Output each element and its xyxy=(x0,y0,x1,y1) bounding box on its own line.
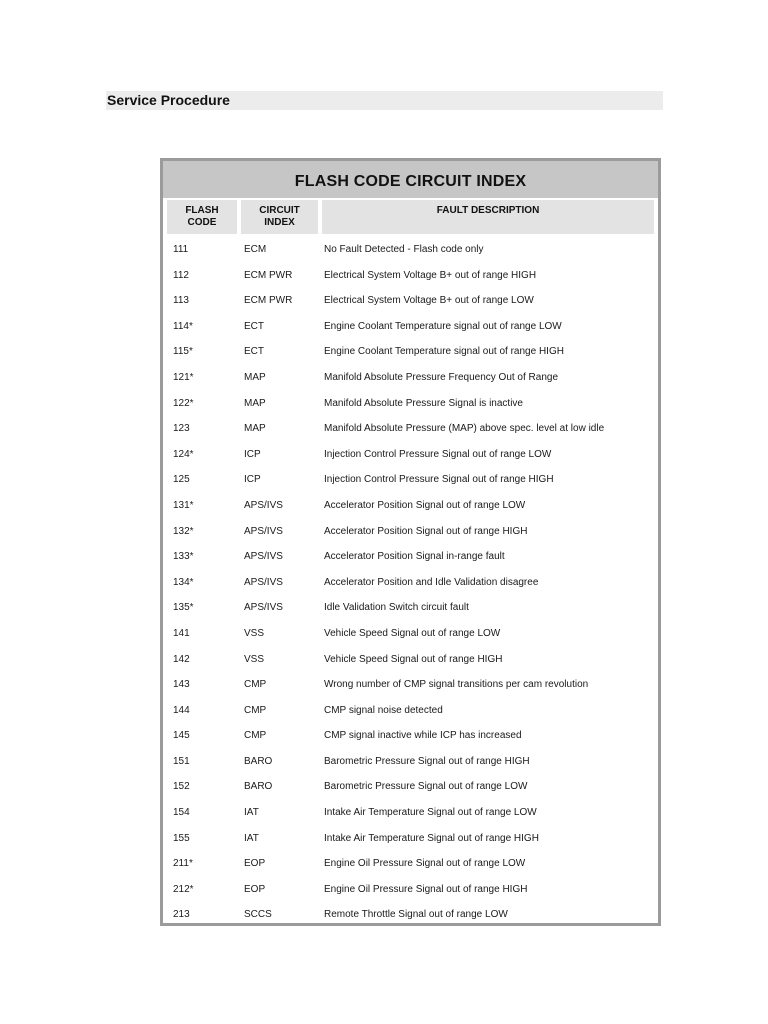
table-row xyxy=(163,827,658,853)
fault-description-cell: Accelerator Position Signal in-range fault xyxy=(324,551,505,563)
column-header-circuit-index-line2: INDEX xyxy=(264,217,295,228)
table-row xyxy=(163,468,658,494)
table-row xyxy=(163,801,658,827)
table-row xyxy=(163,622,658,648)
section-title: Service Procedure xyxy=(107,92,230,108)
circuit-index-cell: APS/IVS xyxy=(244,551,283,563)
circuit-index-cell: ICP xyxy=(244,448,261,460)
circuit-index-cell: APS/IVS xyxy=(244,576,283,588)
flash-code-cell: 123 xyxy=(173,423,190,435)
table-row xyxy=(163,699,658,725)
table-row xyxy=(163,545,658,571)
circuit-index-cell: BARO xyxy=(244,755,273,767)
circuit-index-cell: APS/IVS xyxy=(244,602,283,614)
flash-code-cell: 114* xyxy=(173,320,193,332)
flash-code-cell: 115* xyxy=(173,346,193,358)
table-row xyxy=(163,750,658,776)
fault-description-cell: Injection Control Pressure Signal out of range HIGH xyxy=(324,474,554,486)
circuit-index-cell: APS/IVS xyxy=(244,525,283,537)
table-row xyxy=(163,238,658,264)
flash-code-cell: 212* xyxy=(173,883,194,895)
circuit-index-cell: IAT xyxy=(244,832,259,844)
table-row xyxy=(163,443,658,469)
circuit-index-cell: ECT xyxy=(244,346,264,358)
table-row xyxy=(163,571,658,597)
circuit-index-cell: ECT xyxy=(244,320,264,332)
table-row xyxy=(163,366,658,392)
flash-code-cell: 211* xyxy=(173,858,193,870)
circuit-index-cell: MAP xyxy=(244,371,266,383)
fault-description-cell: Accelerator Position Signal out of range LOW xyxy=(324,499,526,511)
flash-code-cell: 155 xyxy=(173,832,190,844)
fault-description-cell: CMP signal inactive while ICP has increased xyxy=(324,730,522,742)
table-row xyxy=(163,903,658,929)
fault-description-cell: Intake Air Temperature Signal out of range HIGH xyxy=(324,832,539,844)
table-row xyxy=(163,289,658,315)
column-header-flash-code xyxy=(167,200,237,234)
flash-code-cell: 131* xyxy=(173,499,194,511)
circuit-index-cell: APS/IVS xyxy=(244,499,283,511)
fault-description-cell: Injection Control Pressure Signal out of range LOW xyxy=(324,448,552,460)
fault-description-cell: Electrical System Voltage B+ out of range HIGH xyxy=(324,269,537,281)
table-row xyxy=(163,852,658,878)
fault-description-cell: Manifold Absolute Pressure (MAP) above spec. level at low idle xyxy=(324,423,605,435)
column-header-flash-code-line1: FLASH xyxy=(185,205,219,216)
flash-code-cell: 142 xyxy=(173,653,190,665)
column-header-fault-description-label: FAULT DESCRIPTION xyxy=(436,205,540,216)
fault-description-cell: CMP signal noise detected xyxy=(324,704,443,716)
circuit-index-cell: MAP xyxy=(244,423,266,435)
table-row xyxy=(163,392,658,418)
fault-description-cell: Barometric Pressure Signal out of range LOW xyxy=(324,781,528,793)
flash-code-cell: 125 xyxy=(173,474,190,486)
circuit-index-cell: VSS xyxy=(244,653,265,665)
fault-description-cell: Manifold Absolute Pressure Frequency Out of Range xyxy=(324,371,559,383)
flash-code-cell: 152 xyxy=(173,781,190,793)
circuit-index-cell: MAP xyxy=(244,397,266,409)
circuit-index-cell: EOP xyxy=(244,883,266,895)
flash-code-cell: 111 xyxy=(173,244,189,255)
fault-description-cell: Barometric Pressure Signal out of range HIGH xyxy=(324,755,530,767)
flash-code-cell: 121* xyxy=(173,371,194,383)
table-row xyxy=(163,596,658,622)
flash-code-cell: 154 xyxy=(173,807,190,819)
table-row xyxy=(163,520,658,546)
table-row xyxy=(163,724,658,750)
circuit-index-cell: ECM xyxy=(244,244,267,255)
table-row xyxy=(163,264,658,290)
fault-description-cell: Engine Coolant Temperature signal out of range LOW xyxy=(324,320,562,332)
flash-code-cell: 122* xyxy=(173,397,194,409)
flash-code-cell: 143 xyxy=(173,679,190,691)
fault-description-cell: Engine Oil Pressure Signal out of range HIGH xyxy=(324,883,528,895)
circuit-index-cell: CMP xyxy=(244,679,267,691)
circuit-index-cell: BARO xyxy=(244,781,273,793)
circuit-index-cell: SCCS xyxy=(244,909,272,921)
fault-description-cell: Engine Coolant Temperature signal out of range HIGH xyxy=(324,346,564,358)
circuit-index-cell: CMP xyxy=(244,704,267,716)
column-header-flash-code-line2: CODE xyxy=(187,217,217,228)
flash-code-cell: 145 xyxy=(173,730,190,742)
fault-description-cell: Electrical System Voltage B+ out of range LOW xyxy=(324,295,534,307)
table-row xyxy=(163,878,658,904)
flash-code-cell: 213 xyxy=(173,909,190,921)
flash-code-cell: 124* xyxy=(173,448,194,460)
fault-description-cell: No Fault Detected - Flash code only xyxy=(324,244,484,255)
circuit-index-cell: ECM PWR xyxy=(244,269,293,281)
fault-description-cell: Vehicle Speed Signal out of range LOW xyxy=(324,627,501,639)
circuit-index-cell: ECM PWR xyxy=(244,295,293,307)
column-header-circuit-index-line1: CIRCUIT xyxy=(259,205,300,216)
column-header-fault-description xyxy=(322,200,654,234)
table-body xyxy=(163,238,658,929)
flash-code-cell: 135* xyxy=(173,602,194,614)
fault-description-cell: Vehicle Speed Signal out of range HIGH xyxy=(324,653,503,665)
fault-description-cell: Wrong number of CMP signal transitions per cam revolution xyxy=(324,679,589,691)
table-title-bar xyxy=(163,161,658,198)
circuit-index-cell: IAT xyxy=(244,807,259,819)
circuit-index-cell: VSS xyxy=(244,627,265,639)
circuit-index-cell: ICP xyxy=(244,474,261,486)
flash-code-table xyxy=(160,158,661,926)
table-row xyxy=(163,417,658,443)
table-row xyxy=(163,315,658,341)
fault-description-cell: Accelerator Position and Idle Validation disagree xyxy=(324,576,539,588)
table-title: FLASH CODE CIRCUIT INDEX xyxy=(294,172,527,190)
circuit-index-cell: CMP xyxy=(244,730,267,742)
column-header-circuit-index xyxy=(241,200,318,234)
flash-code-cell: 112 xyxy=(173,269,189,281)
table-row xyxy=(163,648,658,674)
section-header-bar xyxy=(106,91,663,110)
table-row xyxy=(163,775,658,801)
fault-description-cell: Engine Oil Pressure Signal out of range LOW xyxy=(324,858,526,870)
fault-description-cell: Intake Air Temperature Signal out of range LOW xyxy=(324,807,537,819)
fault-description-cell: Accelerator Position Signal out of range HIGH xyxy=(324,525,528,537)
flash-code-cell: 113 xyxy=(173,295,189,307)
flash-code-cell: 132* xyxy=(173,525,194,537)
fault-description-cell: Manifold Absolute Pressure Signal is inactive xyxy=(324,397,523,409)
flash-code-cell: 133* xyxy=(173,551,194,563)
fault-description-cell: Remote Throttle Signal out of range LOW xyxy=(324,909,508,921)
flash-code-cell: 151 xyxy=(173,755,190,767)
flash-code-cell: 144 xyxy=(173,704,190,716)
circuit-index-cell: EOP xyxy=(244,858,266,870)
fault-description-cell: Idle Validation Switch circuit fault xyxy=(324,602,469,614)
table-row xyxy=(163,340,658,366)
table-row xyxy=(163,494,658,520)
table-row xyxy=(163,673,658,699)
flash-code-cell: 141 xyxy=(173,627,190,639)
flash-code-cell: 134* xyxy=(173,576,194,588)
